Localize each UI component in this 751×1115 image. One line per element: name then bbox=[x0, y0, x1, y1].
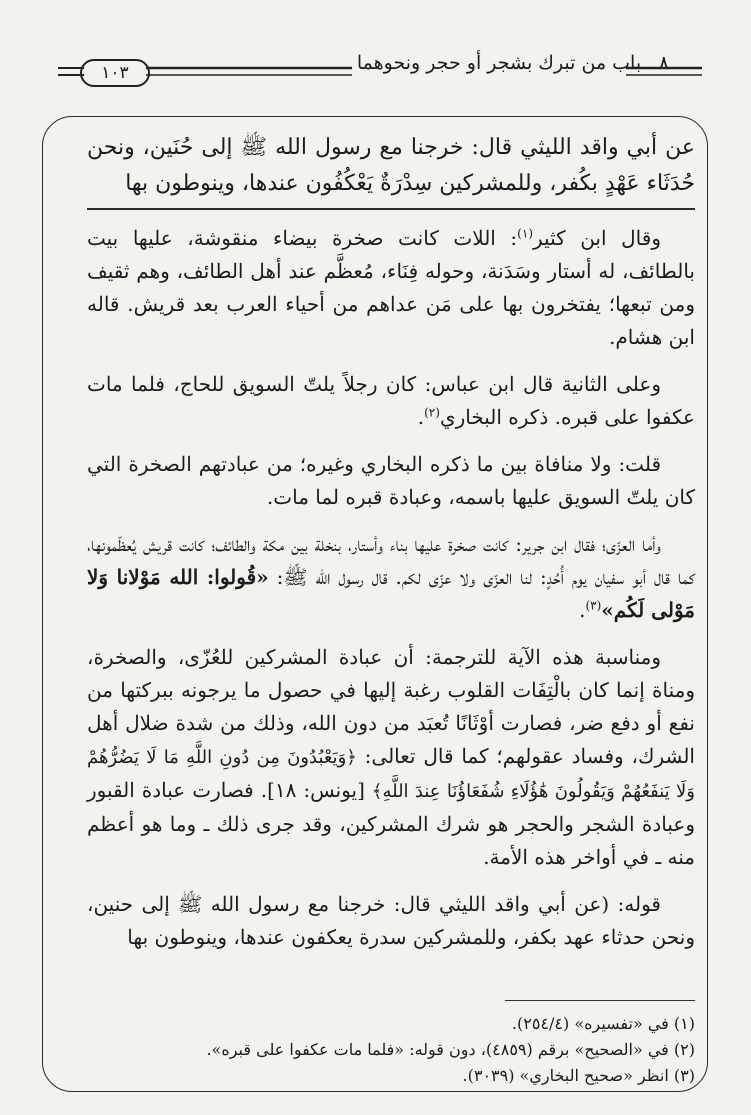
footnotes bbox=[87, 1000, 695, 1089]
hadith-text: عن أبي واقد الليثي قال: خرجنا مع رسول الله ﷺ إلى حُنَين، ونحن حُدَثَاء عَهْدٍ بكُفر، وللمشركين سِدْرَةٌ يَعْكُفُون عندها، وينوطون بها bbox=[87, 135, 695, 196]
paragraph-qawluhu: قوله: (عن أبي واقد الليثي قال: خرجنا مع رسول الله ﷺ إلى حنين، ونحن حدثاء عهد بكفر، وللمشركين سدرة يعكفون عندها، وينوطون بها bbox=[87, 892, 695, 949]
prophetic-quote: «قُولوا: الله مَوْلانا وَلا مَوْلى لَكُم» bbox=[87, 565, 695, 622]
footnote-3: (٣) انظر «صحيح البخاري» (٣٠٣٩). bbox=[462, 1066, 695, 1085]
footnote-ref-1[interactable]: (١) bbox=[517, 226, 533, 241]
footnote-separator bbox=[505, 1000, 695, 1001]
paragraph-ibn-kathir: وقال ابن كثير$^{(١)}$: اللات كانت صخرة بيضاء منقوشة، عليها بيت بالطائف، له أستار وسَدَنة، وحوله فِنَاء، مُعظَّم عند أهل الطائف، وهم ثقيف ومن تبعها؛ يفتخرون بها على مَن عداهم من أحياء العرب بعد قريش. قاله ابن هشام. bbox=[87, 226, 695, 349]
section-divider bbox=[87, 208, 695, 210]
paragraph-uzza: وأما العزّى؛ فقال ابن جرير: كانت صخرة عليها بناء وأستار، بنخلة بين مكة والطائف؛ كانت قريش يُعظّمونها، كما قال أبو سفيان يوم أُحُدٍ: لنا العزّى ولا عزّى لكم. قال رسول الله ﷺ: «قُولوا: الله مَوْلانا وَلا مَوْلى لَكُم»$^{(٣)}$. bbox=[87, 532, 695, 622]
page-number: ١٠٣ bbox=[101, 63, 129, 83]
paragraph-ibn-abbas: وعلى الثانية قال ابن عباس: كان رجلاً يلتّ السويق للحاج، فلما مات عكفوا على قبره. ذكره البخاري$^{(٢)}$. bbox=[87, 372, 695, 429]
footnote-1: (١) في «تفسيره» (٢٥٤/٤). bbox=[511, 1014, 695, 1033]
footnote-ref-3[interactable]: (٣) bbox=[585, 598, 602, 613]
main-content bbox=[87, 130, 695, 954]
chapter-title: ٨ ـ باب من تبرك بشجر أو حجر ونحوهما bbox=[356, 52, 669, 74]
paragraph-munasaba: ومناسبة هذه الآية للترجمة: أن عبادة المشركين للعُزّى، والصخرة، ومناة إنما كان بالْتِفَات القلوب رغبة إليها في حصول ما يرجونه ببركتها من نفع أو دفع ضر، فصارت أوْثَانًا تُعبَد من دون الله، وذلك من شدة ضلال أهل الشرك، وفساد عقولهم؛ كما قال تعالى: ﴿وَيَعْبُدُونَ مِن دُونِ اللَّهِ مَا لَا يَضُرُّهُمْ وَلَا يَنفَعُهُمْ وَيَقُولُونَ هَٰؤُلَاءِ شُفَعَاؤُنَا عِندَ اللَّهِ﴾ [يونس: ١٨]. فصارت عبادة القبور وعبادة الشجر والحجر هو شرك المشركين، وقد جرى ذلك ـ وما هو أعظم منه ـ في أواخر هذه الأمة. bbox=[87, 645, 696, 869]
paragraph-qultu: قلت: ولا منافاة بين ما ذكره البخاري وغيره؛ من عبادتهم الصخرة التي كان يلتّ السويق عليها باسمه، وعبادة قبره لما مات. bbox=[87, 452, 695, 509]
footnote-2: (٢) في «الصحيح» برقم (٤٨٥٩)، دون قوله: «فلما مات عكفوا على قبره». bbox=[206, 1040, 695, 1059]
footnote-ref-2[interactable]: (٢) bbox=[424, 405, 440, 420]
quran-verse: ﴿وَيَعْبُدُونَ مِن دُونِ اللَّهِ مَا لَا يَضُرُّهُمْ وَلَا يَنفَعُهُمْ وَيَقُولُونَ هَٰؤُلَاءِ شُفَعَاؤُنَا عِندَ اللَّهِ﴾ bbox=[87, 747, 696, 802]
page-header bbox=[0, 0, 751, 90]
